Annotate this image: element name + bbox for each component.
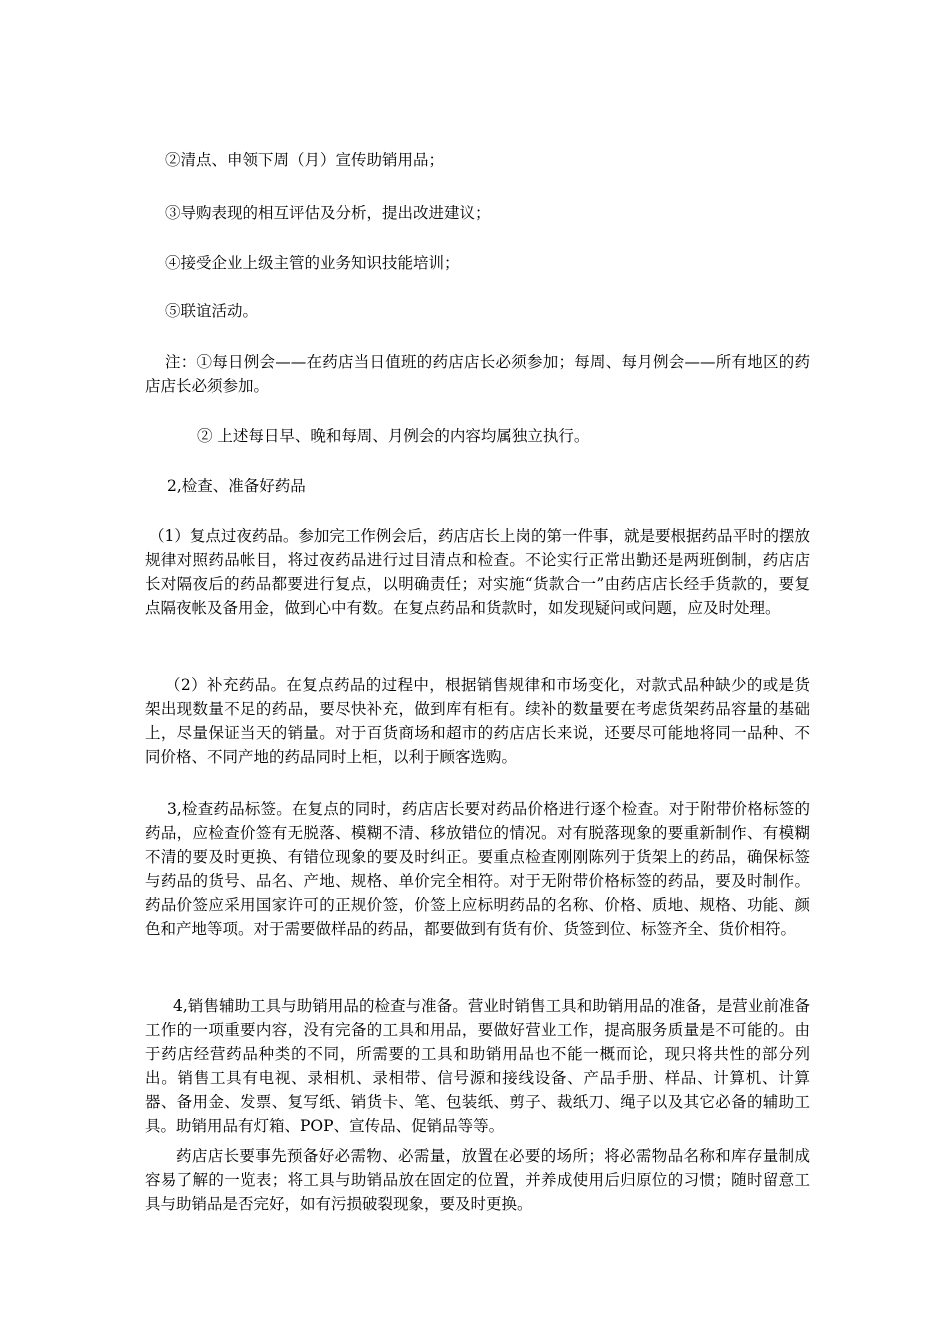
list-item-5: ⑤联谊活动。 (165, 302, 259, 320)
list-item-3: ③导购表现的相互评估及分析，提出改进建议； (165, 204, 491, 222)
note-item-2: ② 上述每日早、晚和每周、月例会的内容均属独立执行。 (197, 427, 590, 445)
paragraph-sales-tools: 4,销售辅助工具与助销用品的检查与准备。营业时销售工具和助销用品的准备，是营业前准备工作的一项重要内容，没有完备的工具和用品，要做好营业工作，提高服务质量是不可能的。由于药店经营药品种类的不同，所需要的工具和助销用品也不能一概而论，现只将共性的部分列出。销售工具有电视、录相机、录相带、信号源和接线设备、产品手册、样品、计算机、计算器、备用金、发票、复写纸、销货卡、笔、包装纸、剪子、裁纸刀、绳子以及其它必备的辅助工具。助销用品有灯箱、POP、宣传品、促销品等等。 (145, 997, 810, 1135)
paragraph-replenish-drugs: （2）补充药品。在复点药品的过程中，根据销售规律和市场变化，对款式品种缺少的或是货架出现数量不足的药品，要尽快补充，做到库有柜有。续补的数量要在考虑货架药品容量的基础上，尽量保证当天的销量。对于百货商场和超市的药店店长来说，还要尽可能地将同一品种、不同价格、不同产地的药品同时上柜，以利于顾客选购。 (145, 676, 810, 766)
list-item-4: ④接受企业上级主管的业务知识技能培训； (165, 254, 460, 272)
paragraph-check-labels: 3,检查药品标签。在复点的同时，药店店长要对药品价格进行逐个检查。对于附带价格标签的药品，应检查价签有无脱落、模糊不清、移放错位的情况。对有脱落现象的要重新制作、有模糊不清的要及时更换、有错位现象的要及时纠正。要重点检查刚刚陈列于货架上的药品，确保标签与药品的货号、品名、产地、规格、单价完全相符。对于无附带价格标签的药品，要及时制作。药品价签应采用国家许可的正规价签，价签上应标明药品的名称、价格、质地、规格、功能、颜色和产地等项。对于需要做样品的药品，都要做到有货有价、货签到位、标签齐全、货价相符。 (145, 800, 810, 938)
paragraph-manager-prep: 药店店长要事先预备好必需物、必需量，放置在必要的场所；将必需物品名称和库存量制成容易了解的一览表；将工具与助销品放在固定的位置，并养成使用后归原位的习惯；随时留意工具与助销品是否完好，如有污损破裂现象，要及时更换。 (145, 1147, 810, 1213)
list-item-2: ②清点、申领下周（月）宣传助销用品； (165, 151, 445, 169)
paragraph-recount-drugs: （1）复点过夜药品。参加完工作例会后，药店店长上岗的第一件事，就是要根据药品平时的摆放规律对照药品帐目，将过夜药品进行过目清点和检查。不论实行正常出勤还是两班倒制，药店店长对隔夜后的药品都要进行复点，以明确责任；对实施“货款合一”由药店店长经手货款的，要复点隔夜帐及备用金，做到心中有数。在复点药品和货款时，如发现疑问或问题，应及时处理。 (145, 527, 810, 617)
section-heading-2: 2,检查、准备好药品 (167, 477, 306, 495)
note-paragraph: 注：①每日例会——在药店当日值班的药店店长必须参加；每周、每月例会——所有地区的药店店长必须参加。 (145, 353, 810, 395)
